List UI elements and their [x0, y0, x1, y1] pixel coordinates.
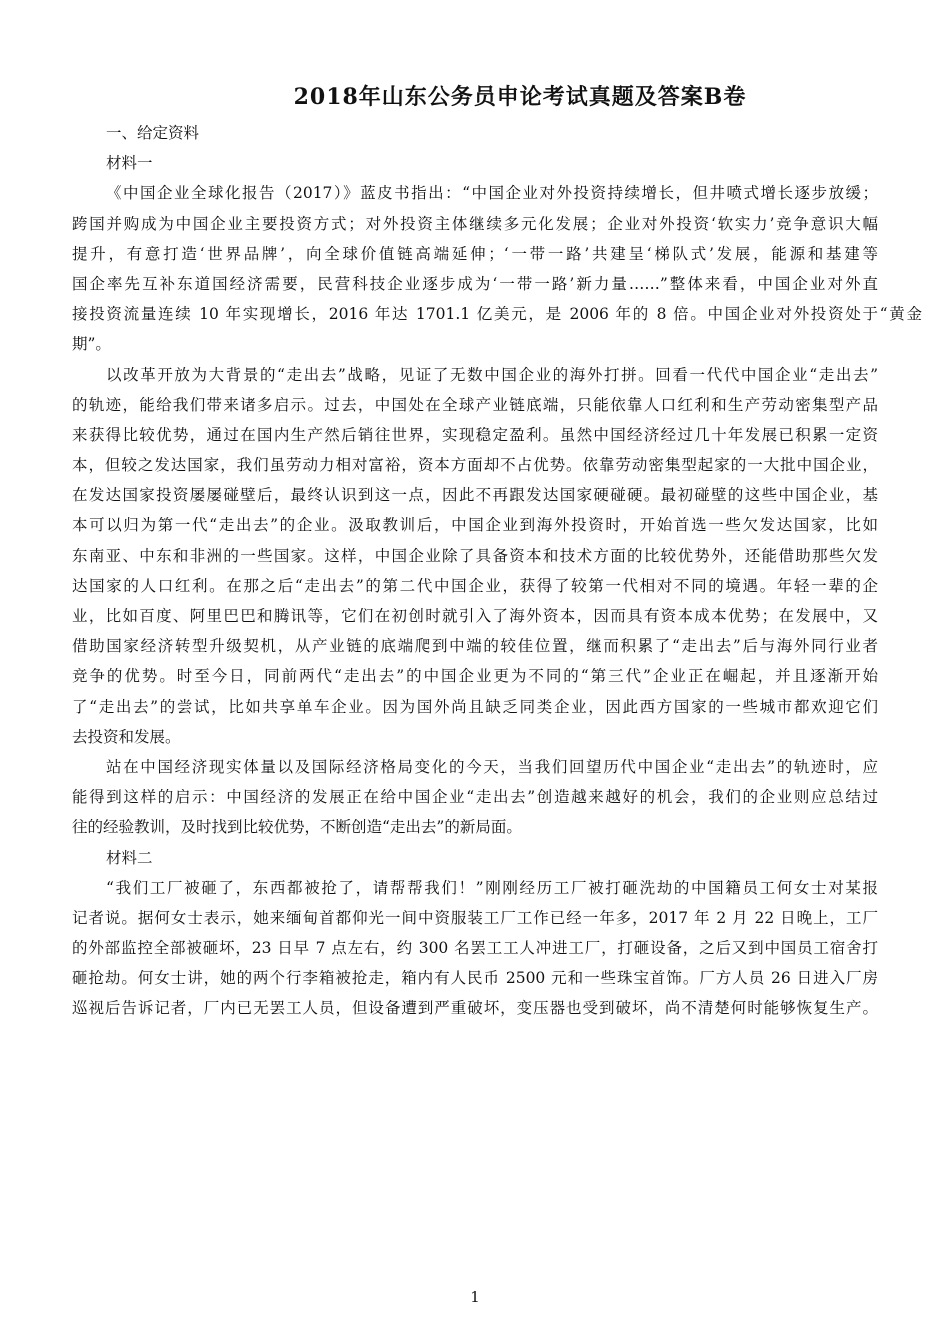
text-line: 往的经验教训，及时找到比较优势，不断创造“走出去”的新局面。: [72, 818, 522, 837]
text-line: 巡视后告诉记者，厂内已无罢工人员，但设备遭到严重破坏，变压器也受到破坏，尚不清楚何时能够恢复生产。: [72, 999, 878, 1018]
text-line: 跨国并购成为中国企业主要投资方式；对外投资主体继续多元化发展；企业对外投资‘软实力’竞争意识大幅: [72, 214, 878, 233]
text-line: 接投资流量连续 10 年实现增长，2016 年达 1701.1 亿美元，是 2006 年的 8 倍。中国企业对外投资处于“黄金: [72, 305, 922, 324]
text-line: 达国家的人口红利。在那之后“走出去”的第二代中国企业，获得了较第一代相对不同的境遇。年轻一辈的企: [72, 576, 878, 595]
text-line: 东南亚、中东和非洲的一些国家。这样，中国企业除了具备资本和技术方面的比较优势外，还能借助那些欠发: [72, 546, 878, 565]
text-line: 站在中国经济现实体量以及国际经济格局变化的今天，当我们回望历代中国企业“走出去”的轨迹时，应: [106, 757, 878, 776]
text-line: 提升，有意打造‘世界品牌’，向全球价值链高端延伸；‘一带一路’共建呈‘梯队式’发展，能源和基建等: [72, 244, 878, 263]
text-line: 竞争的优势。时至今日，同前两代“走出去”的中国企业更为不同的“第三代”企业正在崛起，并且逐渐开始: [72, 667, 878, 686]
text-line: 国企率先互补东道国经济需要，民营科技企业逐步成为‘一带一路’新力量……”整体来看，中国企业对外直: [72, 274, 878, 293]
text-line: 材料二: [106, 848, 153, 867]
text-line: 以改革开放为大背景的“走出去”战略，见证了无数中国企业的海外打拼。回看一代代中国企业“走出去”: [106, 365, 878, 384]
page-number: 1: [470, 1288, 480, 1306]
text-line: 能得到这样的启示：中国经济的发展正在给中国企业“走出去”创造越来越好的机会，我们的企业则应总结过: [72, 788, 878, 807]
text-line: 去投资和发展。: [72, 727, 181, 746]
text-line: 砸抢劫。何女士讲，她的两个行李箱被抢走，箱内有人民币 2500 元和一些珠宝首饰。厂方人员 26 日进入厂房: [72, 969, 878, 988]
text-line: 本可以归为第一代“走出去”的企业。汲取教训后，中国企业到海外投资时，开始首选一些欠发达国家，比如: [72, 516, 878, 535]
text-line: 来获得比较优势，通过在国内生产然后销往世界，实现稳定盈利。虽然中国经济经过几十年发展已积累一定资: [72, 425, 878, 444]
document-title: 2018年山东公务员申论考试真题及答案B卷: [293, 84, 747, 110]
text-line: 材料一: [106, 154, 153, 173]
document-body: [72, 118, 922, 1024]
text-line: “我们工厂被砸了，东西都被抢了，请帮帮我们！”刚刚经历工厂被打砸洗劫的中国籍员工何女士对某报: [106, 878, 878, 897]
text-line: 业，比如百度、阿里巴巴和腾讯等，它们在初创时就引入了海外资本，因而具有资本成本优势；在发展中，又: [72, 607, 878, 625]
text-line: 《中国企业全球化报告（2017）》蓝皮书指出：“中国企业对外投资持续增长，但井喷式增长逐步放缓；: [106, 184, 878, 203]
text-line: 借助国家经济转型升级契机，从产业链的底端爬到中端的较佳位置，继而积累了“走出去”后与海外同行业者: [72, 637, 878, 656]
text-line: 本，但较之发达国家，我们虽劳动力相对富裕，资本方面却不占优势。依靠劳动密集型起家的一大批中国企业，: [72, 456, 878, 475]
text-line: 一、给定资料: [106, 124, 200, 142]
text-line: 期”。: [72, 335, 111, 354]
text-line: 在发达国家投资屡屡碰壁后，最终认识到这一点，因此不再跟发达国家硬碰硬。最初碰壁的这些中国企业，基: [72, 486, 878, 505]
text-line: 记者说。据何女士表示，她来缅甸首都仰光一间中资服装工厂工作已经一年多，2017 年 2 月 22 日晚上，工厂: [72, 908, 878, 927]
text-line: 的轨迹，能给我们带来诸多启示。过去，中国处在全球产业链底端，只能依靠人口红利和生产劳动密集型产品: [72, 395, 878, 414]
text-line: 了“走出去”的尝试，比如共享单车企业。因为国外尚且缺乏同类企业，因此西方国家的一些城市都欢迎它们: [72, 697, 878, 716]
text-line: 的外部监控全部被砸坏，23 日早 7 点左右，约 300 名罢工工人冲进工厂，打砸设备，之后又到中国员工宿舍打: [72, 939, 878, 958]
